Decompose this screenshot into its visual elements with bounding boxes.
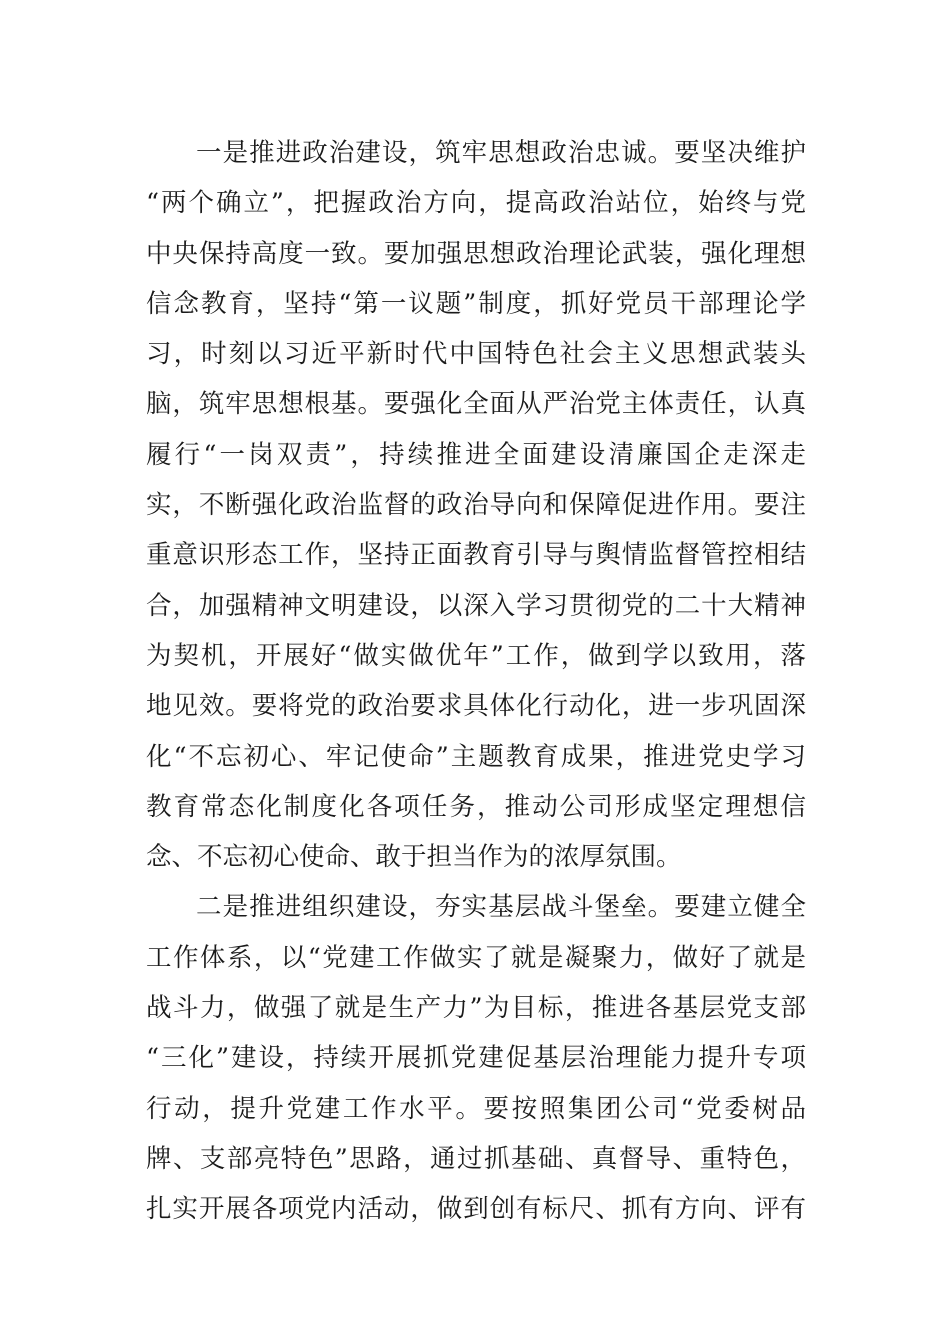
text-line: 化“不忘初心、牢记使命”主题教育成果，推进党史学习 xyxy=(146,741,806,772)
text-line: 行动，提升党建工作水平。要按照集团公司“党委树品 xyxy=(146,1093,806,1124)
text-line: 信念教育，坚持“第一议题”制度，抓好党员干部理论学 xyxy=(146,288,806,319)
text-line: 履行“一岗双责”，持续推进全面建设清廉国企走深走 xyxy=(146,439,806,470)
text-line: 工作体系，以“党建工作做实了就是凝聚力，做好了就是 xyxy=(146,942,806,973)
paragraph-political-construction xyxy=(146,128,806,882)
text-line: 为契机，开展好“做实做优年”工作，做到学以致用，落 xyxy=(146,640,806,671)
text-line: 牌、支部亮特色”思路，通过抓基础、真督导、重特色， xyxy=(146,1143,806,1174)
text-line: 合，加强精神文明建设，以深入学习贯彻党的二十大精神 xyxy=(146,590,806,621)
text-line: 一是推进政治建设，筑牢思想政治忠诚。要坚决维护 xyxy=(196,138,806,168)
text-line: “三化”建设，持续开展抓党建促基层治理能力提升专项 xyxy=(146,1043,806,1074)
text-line: “两个确立”，把握政治方向，提高政治站位，始终与党 xyxy=(146,188,806,219)
text-line: 习，时刻以习近平新时代中国特色社会主义思想武装头 xyxy=(146,339,806,370)
text-line: 中央保持高度一致。要加强思想政治理论武装，强化理想 xyxy=(146,238,806,269)
text-line: 地见效。要将党的政治要求具体化行动化，进一步巩固深 xyxy=(146,691,806,722)
text-line: 教育常态化制度化各项任务，推动公司形成坚定理想信 xyxy=(146,791,806,822)
text-line: 念、不忘初心使命、敢于担当作为的浓厚氛围。 xyxy=(146,842,682,873)
text-line: 重意识形态工作，坚持正面教育引导与舆情监督管控相结 xyxy=(146,540,806,571)
text-line: 脑，筑牢思想根基。要强化全面从严治党主体责任，认真 xyxy=(146,389,806,420)
paragraph-organizational-construction xyxy=(146,882,806,1234)
text-line: 实，不断强化政治监督的政治导向和保障促进作用。要注 xyxy=(146,490,806,521)
text-line: 二是推进组织建设，夯实基层战斗堡垒。要建立健全 xyxy=(196,892,806,923)
text-line: 战斗力，做强了就是生产力”为目标，推进各基层党支部 xyxy=(146,993,806,1024)
document-body xyxy=(146,128,806,1235)
text-line: 扎实开展各项党内活动，做到创有标尺、抓有方向、评有 xyxy=(146,1194,806,1225)
